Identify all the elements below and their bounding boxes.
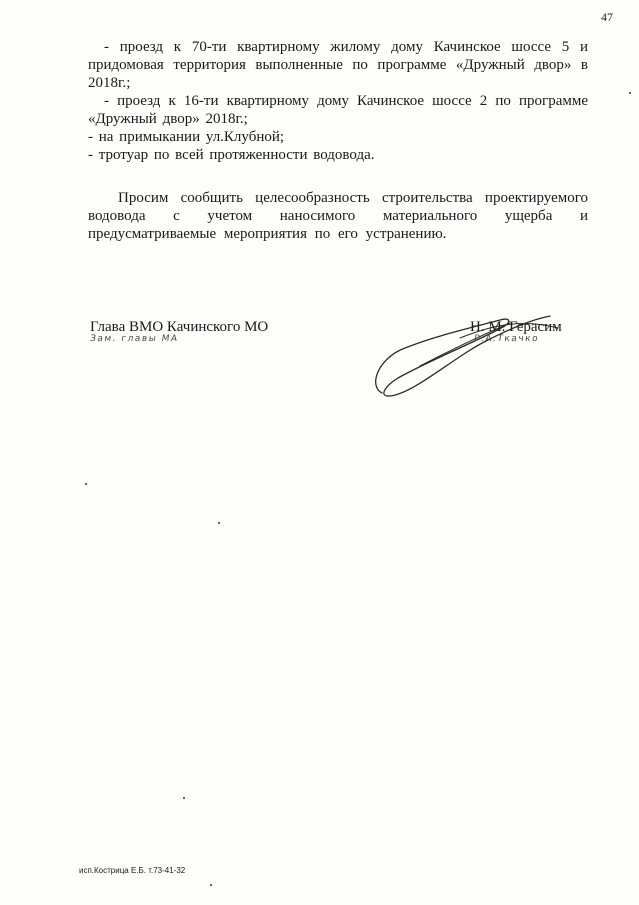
handwritten-note-left: Зам. главы МА (89, 334, 180, 344)
scan-speck (85, 483, 87, 485)
list-item: - проезд к 70-ти квартирному жилому дому Качинское шоссе 5 и придомовая территория выполненные по программе «Дружный двор» в 2018г.; (88, 39, 588, 91)
scan-speck (629, 92, 631, 94)
list-item: - на примыкании ул.Клубной; (88, 129, 285, 145)
list-item: - тротуар по всей протяженности водовода. (88, 147, 375, 163)
request-paragraph: Просим сообщить целесообразность строительства проектируемого водовода с учетом наносимого материального ущерба и предусматриваемые мероприятия по его устранению. (88, 190, 588, 242)
scan-speck (218, 522, 220, 524)
signatory-title: Глава ВМО Качинского МО (90, 319, 269, 335)
handwritten-note-right: Р.А.Ткачко (473, 334, 540, 344)
list-item: - проезд к 16-ти квартирному дому Качинское шоссе 2 по программе «Дружный двор» 2018г.; (88, 93, 588, 127)
page-number: 47 (601, 10, 613, 24)
work-list (88, 38, 588, 164)
scan-speck (210, 884, 212, 886)
executor-footer: исп.Кострица Е.Б. т.73-41-32 (79, 866, 186, 875)
handwritten-signature (360, 298, 560, 408)
signatory-name: Н. М. Герасим (470, 319, 562, 335)
scan-speck (183, 797, 185, 799)
